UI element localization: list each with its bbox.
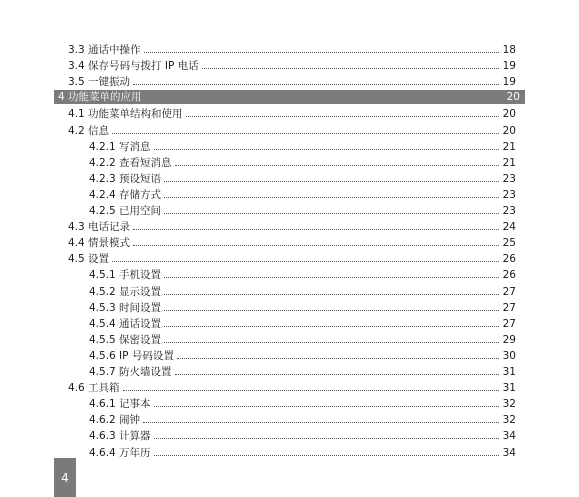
dot-leader	[133, 228, 499, 230]
toc-entry-page: 23	[502, 172, 516, 185]
toc-row[interactable]	[89, 364, 516, 378]
toc-row[interactable]	[68, 219, 516, 233]
toc-entry-title: 4.1 功能菜单结构和使用	[68, 108, 183, 121]
toc-entry-page: 19	[502, 60, 516, 73]
toc-entry-title: 4.2.5 已用空间	[89, 205, 162, 217]
toc-entry-title: 4.3 电话记录	[68, 221, 131, 234]
toc-entry-title: 4.5.7 防火墙设置	[89, 366, 172, 378]
toc-row[interactable]	[89, 267, 516, 281]
page-number-tab	[54, 458, 76, 497]
toc-entry-page: 32	[502, 398, 516, 411]
dot-leader	[164, 325, 499, 327]
toc-row[interactable]	[89, 396, 516, 410]
toc-entry-title: 4.6.2 闹钟	[89, 414, 141, 427]
toc-entry-page: 27	[502, 317, 516, 330]
toc-entry-title: 4.6 工具箱	[68, 382, 120, 395]
toc-row[interactable]	[68, 251, 516, 265]
toc-row[interactable]	[89, 187, 516, 201]
toc-entry-title: 4.6.3 计算器	[89, 430, 151, 443]
dot-leader	[133, 83, 499, 85]
dot-leader	[186, 115, 499, 117]
dot-leader	[164, 196, 499, 198]
toc-entry-page: 20	[506, 91, 520, 104]
dot-leader	[164, 180, 499, 182]
dot-leader	[164, 309, 499, 311]
toc-entry-title: 4.2.2 查看短消息	[89, 156, 172, 169]
toc-row[interactable]	[68, 235, 516, 249]
toc-entry-page: 32	[502, 414, 516, 427]
toc-row[interactable]	[68, 380, 516, 394]
toc-entry-page: 23	[502, 188, 516, 201]
toc-entry-title: 4.6.4 万年历	[89, 446, 151, 459]
toc-entry-page: 25	[502, 237, 516, 250]
toc-entry-page: 34	[502, 430, 516, 443]
dot-leader	[202, 67, 499, 69]
dot-leader	[145, 95, 503, 96]
toc-entry-title: 4.5.6 IP 号码设置	[89, 349, 174, 362]
dot-leader	[112, 260, 499, 262]
toc-chapter-row[interactable]	[54, 90, 525, 104]
toc-row[interactable]	[89, 412, 516, 426]
dot-leader	[123, 389, 499, 391]
toc-entry-page: 29	[502, 333, 516, 346]
toc-row[interactable]	[89, 139, 516, 153]
toc-entry-title: 4.2.3 预设短语	[89, 172, 162, 185]
toc-entry-title: 4.5.3 时间设置	[89, 301, 162, 314]
toc-row[interactable]	[68, 123, 516, 137]
toc-entry-page: 30	[502, 349, 516, 362]
toc-entry-title: 3.3 通话中操作	[68, 44, 141, 56]
toc-entry-page: 34	[502, 446, 516, 459]
toc-entry-page: 21	[502, 156, 516, 169]
dot-leader	[177, 357, 499, 359]
dot-leader	[154, 454, 499, 456]
dot-leader	[175, 164, 499, 166]
toc-row[interactable]	[89, 348, 516, 362]
toc-row[interactable]	[89, 284, 516, 298]
dot-leader	[133, 244, 499, 246]
toc-entry-page: 26	[502, 253, 516, 266]
toc-row[interactable]	[68, 42, 516, 56]
toc-entry-page: 24	[502, 221, 516, 234]
dot-leader	[164, 212, 499, 214]
dot-leader	[164, 293, 499, 295]
toc-entry-page: 27	[502, 285, 516, 298]
toc-entry-page: 20	[502, 124, 516, 137]
toc-entry-page: 20	[502, 108, 516, 121]
toc-entry-page: 26	[502, 269, 516, 282]
toc-entry-title: 4.4 情景模式	[68, 237, 131, 250]
dot-leader	[143, 421, 499, 423]
toc-row[interactable]	[68, 106, 516, 120]
toc-entry-title: 4.5 设置	[68, 253, 110, 266]
toc-row[interactable]	[68, 74, 516, 88]
dot-leader	[164, 341, 499, 343]
toc-entry-page: 21	[502, 140, 516, 153]
toc-row[interactable]	[89, 428, 516, 442]
toc-entry-title: 4.5.4 通话设置	[89, 317, 162, 330]
toc-entry-title: 4.5.1 手机设置	[89, 269, 162, 282]
dot-leader	[154, 148, 499, 150]
dot-leader	[144, 51, 499, 53]
toc-entry-title: 4 功能菜单的应用	[58, 91, 142, 104]
toc-row[interactable]	[89, 155, 516, 169]
toc-row[interactable]	[89, 445, 516, 459]
toc-entry-page: 27	[502, 301, 516, 314]
toc-entry-page: 31	[502, 382, 516, 395]
toc-entry-title: 4.2.1 写消息	[89, 140, 151, 153]
dot-leader	[154, 405, 499, 407]
toc-entry-title: 3.5 一键振动	[68, 76, 131, 89]
toc-row[interactable]	[89, 171, 516, 185]
toc-entry-title: 4.6.1 记事本	[89, 398, 151, 411]
toc-entry-title: 4.2 信息	[68, 124, 110, 137]
toc-entry-title: 3.4 保存号码与拨打 IP 电话	[68, 60, 199, 73]
toc-entry-page: 23	[502, 205, 516, 217]
dot-leader	[112, 132, 499, 134]
toc-row[interactable]	[89, 203, 516, 217]
toc-entry-title: 4.2.4 存储方式	[89, 188, 162, 201]
toc-row[interactable]	[89, 300, 516, 314]
toc-entry-page: 18	[502, 44, 516, 56]
dot-leader	[175, 373, 499, 375]
dot-leader	[154, 437, 499, 439]
toc-row[interactable]	[89, 332, 516, 346]
toc-entry-title: 4.5.5 保密设置	[89, 333, 162, 346]
toc-entry-page: 19	[502, 76, 516, 89]
page-number: 4	[61, 470, 69, 485]
toc-row[interactable]	[68, 58, 516, 72]
toc-entry-title: 4.5.2 显示设置	[89, 285, 162, 298]
toc-entry-page: 31	[502, 366, 516, 378]
toc-row[interactable]	[89, 316, 516, 330]
dot-leader	[164, 276, 499, 278]
